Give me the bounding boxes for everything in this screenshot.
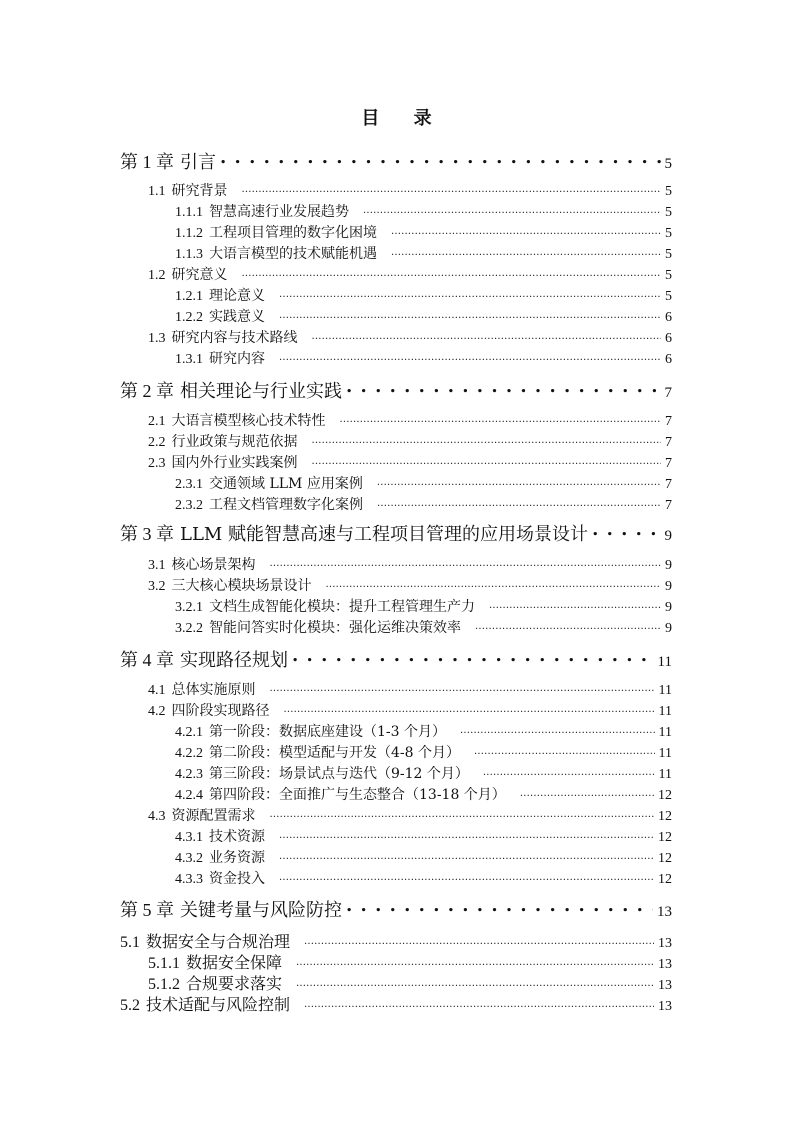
toc-entry-text: 第二阶段：模型适配与开发（4-8 个月） bbox=[209, 745, 460, 761]
toc-entry-label bbox=[148, 180, 228, 200]
toc-entry[interactable] bbox=[175, 742, 672, 762]
toc-page-number: 13 bbox=[658, 936, 672, 951]
toc-entry[interactable] bbox=[120, 992, 672, 1015]
toc-entry[interactable] bbox=[175, 243, 672, 263]
toc-entry-number: 1.3.1 bbox=[175, 352, 203, 367]
toc-page-number: 13 bbox=[658, 957, 672, 972]
toc-entry-label bbox=[175, 868, 265, 888]
toc-entry[interactable] bbox=[175, 763, 672, 783]
toc-entry[interactable] bbox=[175, 596, 672, 616]
dot-leader bbox=[483, 764, 655, 778]
toc-entry-number: 第 4 章 bbox=[120, 650, 174, 670]
toc-entry-text: 核心场景架构 bbox=[171, 557, 256, 573]
toc-entry[interactable] bbox=[148, 410, 672, 430]
toc-entry-number: 3.2.2 bbox=[175, 621, 203, 636]
toc-entry-label bbox=[148, 264, 228, 284]
toc-entry-number: 1.1.2 bbox=[175, 226, 203, 241]
toc-entry-text: 研究意义 bbox=[171, 267, 228, 283]
toc-page-number: 7 bbox=[665, 414, 672, 429]
dot-leader bbox=[475, 618, 661, 632]
toc-page-number: 11 bbox=[658, 767, 672, 782]
toc-page-number: 9 bbox=[664, 528, 672, 544]
toc-entry-number: 4.2.2 bbox=[175, 746, 203, 761]
toc-page-number: 5 bbox=[664, 156, 672, 172]
toc-entry-label bbox=[148, 950, 282, 973]
toc-entry-number: 4.3.2 bbox=[175, 851, 203, 866]
toc-entry[interactable] bbox=[175, 494, 672, 514]
toc-entry-text: 技术适配与风险控制 bbox=[146, 995, 291, 1014]
toc-entry-label bbox=[120, 646, 288, 672]
toc-entry-text: 行业政策与规范依据 bbox=[171, 434, 298, 450]
toc-entry-text: 四阶段实现路径 bbox=[171, 703, 270, 719]
toc-page-number: 12 bbox=[658, 788, 672, 803]
dot-leader bbox=[270, 806, 655, 820]
toc-page-number: 9 bbox=[665, 579, 672, 594]
toc-entry-text: 研究背景 bbox=[171, 183, 228, 199]
toc-entry-label bbox=[120, 520, 588, 546]
toc-page-number: 5 bbox=[665, 205, 672, 220]
dot-leader bbox=[304, 931, 654, 947]
toc-entry-number: 2.3.1 bbox=[175, 477, 203, 492]
toc-entry-text: 第三阶段：场景试点与迭代（9-12 个月） bbox=[209, 766, 469, 782]
dot-leader bbox=[279, 869, 654, 883]
dot-leader bbox=[346, 379, 661, 397]
toc-page-number: 5 bbox=[665, 268, 672, 283]
toc-entry-label bbox=[175, 306, 265, 326]
toc-page-number: 11 bbox=[658, 746, 672, 761]
toc-entry[interactable] bbox=[148, 700, 672, 720]
toc-entry-text: 第四阶段：全面推广与生态整合（13-18 个月） bbox=[209, 787, 506, 803]
toc-page-number: 11 bbox=[658, 725, 672, 740]
toc-entry-label bbox=[175, 494, 363, 514]
toc-page-number: 11 bbox=[658, 704, 672, 719]
dot-leader bbox=[460, 722, 655, 736]
dot-leader bbox=[489, 597, 661, 611]
toc-page-number: 13 bbox=[657, 904, 672, 920]
toc-page-number: 12 bbox=[658, 872, 672, 887]
dot-leader bbox=[279, 307, 661, 321]
toc-entry-text: 智能问答实时化模块：强化运维决策效率 bbox=[209, 620, 461, 636]
toc-entry-label bbox=[120, 148, 216, 174]
toc-entry[interactable] bbox=[148, 950, 672, 973]
toc-entry-label bbox=[148, 327, 298, 347]
toc-entry-number: 3.2.1 bbox=[175, 600, 203, 615]
toc-entry-label bbox=[120, 896, 342, 922]
toc-entry[interactable] bbox=[148, 575, 672, 595]
dot-leader bbox=[270, 680, 655, 694]
toc-entry-text: 合规要求落实 bbox=[186, 974, 283, 993]
toc-title: 目 录 bbox=[361, 108, 446, 129]
toc-entry-text: 数据安全与合规治理 bbox=[146, 932, 291, 951]
toc-entry-text: 数据安全保障 bbox=[186, 953, 283, 972]
toc-page-number: 12 bbox=[658, 809, 672, 824]
toc-entry[interactable] bbox=[175, 473, 672, 493]
toc-entry-text: 研究内容与技术路线 bbox=[171, 330, 298, 346]
toc-entry-text: 总体实施原则 bbox=[171, 682, 256, 698]
toc-page-number: 5 bbox=[665, 184, 672, 199]
toc-entry-text: 大语言模型核心技术特性 bbox=[171, 413, 326, 429]
toc-entry-number: 4.3.1 bbox=[175, 830, 203, 845]
toc-entry-text: 文档生成智能化模块：提升工程管理生产力 bbox=[209, 599, 475, 615]
toc-entry-number: 4.3 bbox=[148, 809, 166, 824]
toc-entry-text: 业务资源 bbox=[209, 850, 265, 866]
toc-entry-text: 资源配置需求 bbox=[171, 808, 256, 824]
dot-leader bbox=[474, 743, 655, 757]
toc-entry-text: 实现路径规划 bbox=[180, 650, 288, 671]
toc-entry[interactable] bbox=[148, 327, 672, 347]
toc-entry-text: 技术资源 bbox=[209, 829, 265, 845]
toc-entry-number: 第 1 章 bbox=[120, 152, 174, 172]
toc-entry-label bbox=[148, 452, 298, 472]
dot-leader bbox=[296, 952, 654, 968]
toc-page-number: 7 bbox=[665, 477, 672, 492]
toc-entry-label bbox=[120, 377, 342, 403]
toc-chapter-entry[interactable] bbox=[120, 148, 672, 174]
toc-entry-number: 2.3 bbox=[148, 456, 166, 471]
toc-entry-label bbox=[148, 679, 256, 699]
dot-leader bbox=[312, 432, 662, 446]
toc-entry[interactable] bbox=[175, 784, 672, 804]
dot-leader bbox=[279, 827, 654, 841]
dot-leader bbox=[326, 576, 662, 590]
toc-entry-text: 大语言模型的技术赋能机遇 bbox=[209, 246, 377, 262]
dot-leader bbox=[242, 181, 662, 195]
toc-entry-text: 第一阶段：数据底座建设（1-3 个月） bbox=[209, 724, 446, 740]
toc-entry[interactable] bbox=[175, 306, 672, 326]
toc-page-number: 5 bbox=[665, 289, 672, 304]
toc-entry-number: 第 2 章 bbox=[120, 381, 174, 401]
toc-entry-number: 4.2.4 bbox=[175, 788, 203, 803]
toc-entry-text: 交通领域 LLM 应用案例 bbox=[209, 476, 363, 492]
dot-leader bbox=[296, 973, 654, 989]
toc-entry-text: 三大核心模块场景设计 bbox=[171, 578, 312, 594]
toc-entry-number: 1.2.2 bbox=[175, 310, 203, 325]
dot-leader bbox=[363, 202, 661, 216]
toc-entry-number: 5.1.2 bbox=[148, 976, 180, 993]
toc-entry[interactable] bbox=[175, 826, 672, 846]
toc-entry[interactable] bbox=[175, 868, 672, 888]
toc-entry-number: 第 3 章 bbox=[120, 524, 174, 544]
toc-entry-label bbox=[175, 596, 475, 616]
toc-chapter-entry[interactable] bbox=[120, 520, 672, 546]
dot-leader bbox=[312, 328, 662, 342]
toc-entry[interactable] bbox=[148, 971, 672, 994]
toc-entry-label bbox=[148, 700, 270, 720]
toc-entry-label bbox=[148, 575, 312, 595]
toc-entry-label bbox=[120, 992, 290, 1015]
toc-entry-text: 理论意义 bbox=[209, 288, 265, 304]
dot-leader bbox=[592, 522, 660, 540]
dot-leader bbox=[279, 349, 661, 363]
toc-entry-label bbox=[175, 285, 265, 305]
toc-entry-label bbox=[148, 431, 298, 451]
toc-entry-number: 1.2.1 bbox=[175, 289, 203, 304]
toc-entry[interactable] bbox=[148, 431, 672, 451]
toc-entry-number: 4.1 bbox=[148, 683, 166, 698]
dot-leader bbox=[312, 453, 662, 467]
toc-entry[interactable] bbox=[175, 847, 672, 867]
toc-entry-label bbox=[175, 348, 265, 368]
toc-page-number: 7 bbox=[664, 385, 672, 401]
toc-page-number: 5 bbox=[665, 226, 672, 241]
toc-entry-text: 引言 bbox=[180, 152, 216, 173]
toc-entry-label bbox=[175, 222, 377, 242]
dot-leader bbox=[279, 286, 661, 300]
toc-entry-text: 研究内容 bbox=[209, 351, 265, 367]
dot-leader bbox=[346, 898, 653, 916]
toc-entry-text: LLM 赋能智慧高速与工程项目管理的应用场景设计 bbox=[180, 524, 589, 545]
toc-entry[interactable] bbox=[175, 617, 672, 637]
toc-entry-number: 3.2 bbox=[148, 579, 166, 594]
toc-entry-number: 1.1.1 bbox=[175, 205, 203, 220]
toc-entry-text: 智慧高速行业发展趋势 bbox=[209, 204, 349, 220]
dot-leader bbox=[391, 244, 661, 258]
toc-entry-text: 关键考量与风险防控 bbox=[180, 900, 342, 921]
dot-leader bbox=[242, 265, 662, 279]
dot-leader bbox=[377, 495, 661, 509]
toc-entry-number: 2.1 bbox=[148, 414, 166, 429]
toc-entry[interactable] bbox=[120, 929, 672, 952]
toc-page-number: 9 bbox=[665, 600, 672, 615]
toc-entry-number: 3.1 bbox=[148, 558, 166, 573]
toc-page-number: 13 bbox=[658, 978, 672, 993]
toc-entry-label bbox=[148, 410, 326, 430]
toc-entry-number: 2.2 bbox=[148, 435, 166, 450]
toc-page-number: 9 bbox=[665, 621, 672, 636]
toc-page-number: 6 bbox=[665, 310, 672, 325]
toc-page-number: 9 bbox=[665, 558, 672, 573]
toc-entry-text: 国内外行业实践案例 bbox=[171, 455, 298, 471]
toc-entry-number: 1.1 bbox=[148, 184, 166, 199]
toc-entry-label bbox=[175, 847, 265, 867]
toc-entry-number: 5.1 bbox=[120, 934, 140, 951]
toc-entry-label bbox=[175, 826, 265, 846]
toc-entry[interactable] bbox=[148, 679, 672, 699]
toc-page-number: 7 bbox=[665, 456, 672, 471]
toc-page-number: 6 bbox=[665, 331, 672, 346]
toc-entry-label bbox=[175, 617, 461, 637]
toc-page-number: 5 bbox=[665, 247, 672, 262]
toc-entry-text: 相关理论与行业实践 bbox=[180, 381, 342, 402]
toc-page-number: 11 bbox=[658, 683, 672, 698]
toc-entry-label bbox=[175, 243, 377, 263]
toc-entry-label bbox=[175, 742, 460, 762]
toc-entry-number: 1.3 bbox=[148, 331, 166, 346]
dot-leader bbox=[292, 648, 654, 666]
toc-entry-number: 5.2 bbox=[120, 997, 140, 1014]
dot-leader bbox=[520, 785, 654, 799]
toc-entry-label bbox=[175, 784, 506, 804]
toc-entry-label bbox=[175, 763, 469, 783]
toc-entry[interactable] bbox=[175, 285, 672, 305]
toc-entry-label bbox=[175, 721, 446, 741]
toc-entry-text: 实践意义 bbox=[209, 309, 265, 325]
toc-entry-number: 2.3.2 bbox=[175, 498, 203, 513]
dot-leader bbox=[279, 848, 654, 862]
toc-entry-number: 4.2 bbox=[148, 704, 166, 719]
toc-entry[interactable] bbox=[148, 452, 672, 472]
toc-chapter-entry[interactable] bbox=[120, 896, 672, 922]
toc-entry-label bbox=[148, 805, 256, 825]
dot-leader bbox=[284, 701, 655, 715]
toc-entry-text: 资金投入 bbox=[209, 871, 265, 887]
toc-entry[interactable] bbox=[148, 554, 672, 574]
toc-entry-number: 5.1.1 bbox=[148, 955, 180, 972]
toc-page-number: 7 bbox=[665, 435, 672, 450]
toc-entry[interactable] bbox=[148, 180, 672, 200]
toc-entry[interactable] bbox=[148, 805, 672, 825]
dot-leader bbox=[391, 223, 661, 237]
dot-leader bbox=[270, 555, 662, 569]
toc-entry-number: 4.2.1 bbox=[175, 725, 203, 740]
toc-chapter-entry[interactable] bbox=[120, 646, 672, 672]
toc-entry[interactable] bbox=[148, 264, 672, 284]
toc-entry-label bbox=[148, 971, 282, 994]
toc-entry[interactable] bbox=[175, 201, 672, 221]
toc-entry[interactable] bbox=[175, 721, 672, 741]
toc-entry-number: 第 5 章 bbox=[120, 900, 174, 920]
toc-entry-text: 工程项目管理的数字化困境 bbox=[209, 225, 377, 241]
toc-page-number: 12 bbox=[658, 851, 672, 866]
dot-leader bbox=[304, 994, 654, 1010]
toc-entry-label bbox=[148, 554, 256, 574]
toc-page-number: 6 bbox=[665, 352, 672, 367]
toc-entry-number: 1.1.3 bbox=[175, 247, 203, 262]
toc-entry-label bbox=[175, 201, 349, 221]
toc-entry[interactable] bbox=[175, 348, 672, 368]
toc-entry-number: 4.3.3 bbox=[175, 872, 203, 887]
toc-entry-number: 1.2 bbox=[148, 268, 166, 283]
toc-page-number: 13 bbox=[658, 999, 672, 1014]
dot-leader bbox=[377, 474, 661, 488]
toc-entry-label bbox=[120, 929, 290, 952]
dot-leader bbox=[220, 150, 661, 168]
toc-chapter-entry[interactable] bbox=[120, 377, 672, 403]
toc-entry[interactable] bbox=[175, 222, 672, 242]
toc-entry-label bbox=[175, 473, 363, 493]
toc-entry-number: 4.2.3 bbox=[175, 767, 203, 782]
toc-page-number: 7 bbox=[665, 498, 672, 513]
toc-page-number: 11 bbox=[657, 654, 672, 670]
toc-entry-text: 工程文档管理数字化案例 bbox=[209, 497, 363, 513]
dot-leader bbox=[340, 411, 662, 425]
toc-page-number: 12 bbox=[658, 830, 672, 845]
